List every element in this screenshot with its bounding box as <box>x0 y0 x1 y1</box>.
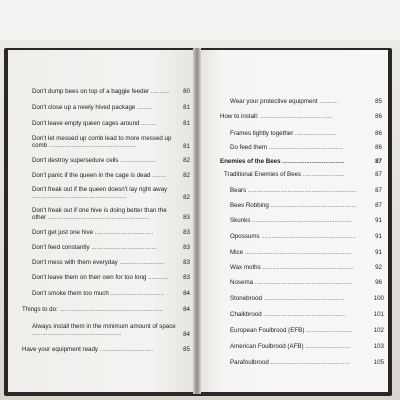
toc-entry <box>32 135 182 149</box>
toc-entry-leader: ............................................... <box>263 295 345 302</box>
toc-entry-leader: .................................... <box>282 158 345 165</box>
toc-entry-leader: .................................. <box>94 229 154 236</box>
toc-entry <box>230 144 370 151</box>
toc-entry-page: 86 <box>375 144 382 151</box>
toc-entry-page: 82 <box>183 194 190 201</box>
toc-entry-page: 83 <box>183 259 190 266</box>
toc-entry <box>230 233 370 240</box>
toc-entry-title: Don't leave them on their own for too long <box>32 274 147 281</box>
toc-entry-page: 83 <box>183 229 190 236</box>
toc-entry-page: 91 <box>375 249 382 256</box>
toc-section <box>224 171 370 178</box>
toc-entry <box>32 120 180 127</box>
toc-entry-page: 83 <box>183 214 190 221</box>
toc-entry <box>32 323 182 337</box>
toc-entry <box>230 295 370 302</box>
toc-entry-page: 87 <box>375 158 382 165</box>
toc-entry-page: 85 <box>183 346 190 353</box>
toc-entry-title: Don't feed constantly <box>32 244 90 251</box>
toc-entry <box>230 359 370 366</box>
toc-entry-leader: .................................................... <box>32 330 122 338</box>
toc-entry-leader: ................................................ <box>263 311 346 318</box>
toc-entry-leader: ................................................... <box>48 142 137 150</box>
toc-entry-title: Don't dump bees on top of a baggie feeder <box>32 88 150 95</box>
left-page <box>8 50 196 392</box>
toc-entry <box>230 279 370 286</box>
toc-entry <box>230 187 370 194</box>
toc-entry-title: Opossums <box>230 233 260 240</box>
toc-entry-page: 86 <box>375 113 382 120</box>
book-spine-gutter <box>193 48 201 394</box>
toc-entry <box>230 327 370 334</box>
toc-section <box>22 346 180 353</box>
toc-entry-title: Don't freak out if the queen doesn't lay right away <box>32 186 168 193</box>
toc-entry-title: Don't let messed up comb lead to more messed up comb <box>32 135 172 150</box>
toc-entry <box>32 207 182 221</box>
right-page <box>198 50 388 392</box>
toc-entry-page: 87 <box>375 187 382 194</box>
toc-entry <box>32 172 180 179</box>
toc-entry-page: 105 <box>373 359 384 366</box>
toc-entry-leader: ......................................................... <box>254 279 353 286</box>
toc-entry-leader: .............................................. <box>270 359 350 366</box>
toc-entry-leader: ............................... <box>110 290 164 297</box>
toc-entry-page: 87 <box>375 202 382 209</box>
toc-entry-leader: ...................................... <box>91 244 157 251</box>
toc-entry-page: 83 <box>183 274 190 281</box>
toc-entry-page: 96 <box>375 279 382 286</box>
toc-entry-leader: ......... <box>141 120 157 127</box>
toc-entry-title: Bees Robbing <box>230 202 269 209</box>
toc-entry-title: Things to do: <box>22 306 58 313</box>
toc-entry-page: 83 <box>183 244 190 251</box>
toc-entry-page: 82 <box>183 172 190 179</box>
toc-entry-leader: ....................................................... <box>32 193 127 201</box>
toc-entry-page: 81 <box>183 143 190 150</box>
toc-entry-title: Don't smoke them too much <box>32 290 109 297</box>
toc-entry-title: Enemies of the Bees <box>220 158 281 165</box>
toc-entry-page: 100 <box>373 295 384 302</box>
toc-entry-page: 80 <box>183 88 190 95</box>
toc-entry-page: 87 <box>375 171 382 178</box>
toc-entry-page: 85 <box>375 98 382 105</box>
toc-entry-page: 84 <box>183 290 190 297</box>
toc-entry-title: Chalkbrood <box>230 311 262 318</box>
toc-entry-page: 92 <box>375 264 382 271</box>
toc-entry <box>32 157 180 164</box>
toc-entry-title: Parafoulbrood <box>230 359 269 366</box>
toc-entry-title: Stonebrood <box>230 295 262 302</box>
toc-entry-leader: ....................................................... <box>261 233 356 240</box>
toc-entry-leader: .......................... <box>305 343 351 350</box>
toc-entry-title: Don't leave empty queen cages around <box>32 120 140 127</box>
toc-entry <box>32 274 180 281</box>
toc-entry-title: Wax moths <box>230 264 261 271</box>
toc-entry <box>32 104 180 111</box>
toc-entry-title: American Foulbrood (AFB) <box>230 343 304 350</box>
toc-entry-leader: ............................................................... <box>247 187 357 194</box>
toc-entry-title: Have your equipment ready <box>22 346 99 353</box>
toc-entry-leader: ......... <box>137 104 153 111</box>
toc-entry-leader: .................................................. <box>270 202 357 209</box>
toc-entry-page: 103 <box>373 343 384 350</box>
toc-chapter <box>220 158 370 165</box>
toc-entry-page: 82 <box>183 157 190 164</box>
toc-entry-leader: ........................................... <box>268 144 343 151</box>
toc-entry-leader: ........................................................... <box>47 214 150 222</box>
toc-entry-page: 91 <box>375 217 382 224</box>
toc-entry-leader: ..................................................... <box>262 264 354 271</box>
toc-entry-title: Don't get just one hive <box>32 229 94 236</box>
toc-entry-leader: ........................ <box>302 171 345 178</box>
toc-entry-leader: ........... <box>319 98 339 105</box>
toc-entry-title: Mice <box>230 249 244 256</box>
toc-entry-leader: .......................... <box>119 259 165 266</box>
toc-entry-page: 81 <box>183 120 190 127</box>
toc-entry <box>32 259 180 266</box>
toc-entry-page: 81 <box>183 104 190 111</box>
toc-section <box>22 306 180 313</box>
toc-entry-leader: ........ <box>152 172 166 179</box>
toc-entry-title: Bears <box>230 187 247 194</box>
toc-entry <box>230 130 370 137</box>
toc-entry-page: 102 <box>373 327 384 334</box>
toc-entry-leader: .......................................................... <box>252 217 352 224</box>
toc-entry-title: Nosema <box>230 279 254 286</box>
toc-entry-page: 84 <box>183 306 190 313</box>
toc-entry <box>32 290 180 297</box>
toc-entry-leader: ............................... <box>99 346 154 353</box>
toc-entry <box>230 343 370 350</box>
toc-section <box>220 113 370 120</box>
toc-entry <box>230 264 370 271</box>
toc-entry-page: 91 <box>375 233 382 240</box>
toc-entry <box>230 249 370 256</box>
toc-entry-title: Don't freak out if one hive is doing better than the other <box>32 207 167 222</box>
toc-entry-leader: ........... <box>150 88 170 95</box>
toc-entry-title: Wear your protective equipment <box>230 98 318 105</box>
toc-entry-leader: ........................... <box>306 327 353 334</box>
toc-entry-leader: ............ <box>148 274 169 281</box>
toc-entry-leader: .......................................... <box>260 113 333 120</box>
toc-entry <box>230 202 370 209</box>
toc-entry <box>32 244 180 251</box>
toc-entry <box>32 229 180 236</box>
toc-entry-leader: .............................................................. <box>244 249 352 256</box>
toc-entry-title: European Foulbrood (EFB) <box>230 327 305 334</box>
toc-entry-title: Traditional Enemies of Bees <box>224 171 302 178</box>
toc-entry-title: Don't destroy supersedure cells <box>32 157 119 164</box>
toc-entry-title: Frames tightly together <box>230 130 294 137</box>
toc-entry-title: Don't close up a newly hived package <box>32 104 136 111</box>
toc-entry-title: Skunks <box>230 217 251 224</box>
toc-entry <box>32 88 180 95</box>
toc-entry-page: 84 <box>183 331 190 338</box>
toc-entry <box>230 98 370 105</box>
toc-entry-page: 86 <box>375 130 382 137</box>
toc-entry-leader: ............................................................ <box>59 306 163 313</box>
toc-entry <box>230 311 370 318</box>
toc-entry <box>230 217 370 224</box>
toc-entry-title: How to install: <box>220 113 259 120</box>
toc-entry-title: Don't panic if the queen in the cage is dead <box>32 172 151 179</box>
toc-entry <box>32 186 182 200</box>
toc-entry-page: 101 <box>373 311 384 318</box>
toc-entry-leader: ..................... <box>120 157 157 164</box>
toc-entry-title: Always install them in the minimum amount of space <box>32 323 176 330</box>
toc-entry-leader: ........................ <box>295 130 337 137</box>
toc-entry-title: Don't mess with them everyday <box>32 259 118 266</box>
toc-entry-title: Do feed them <box>230 144 268 151</box>
